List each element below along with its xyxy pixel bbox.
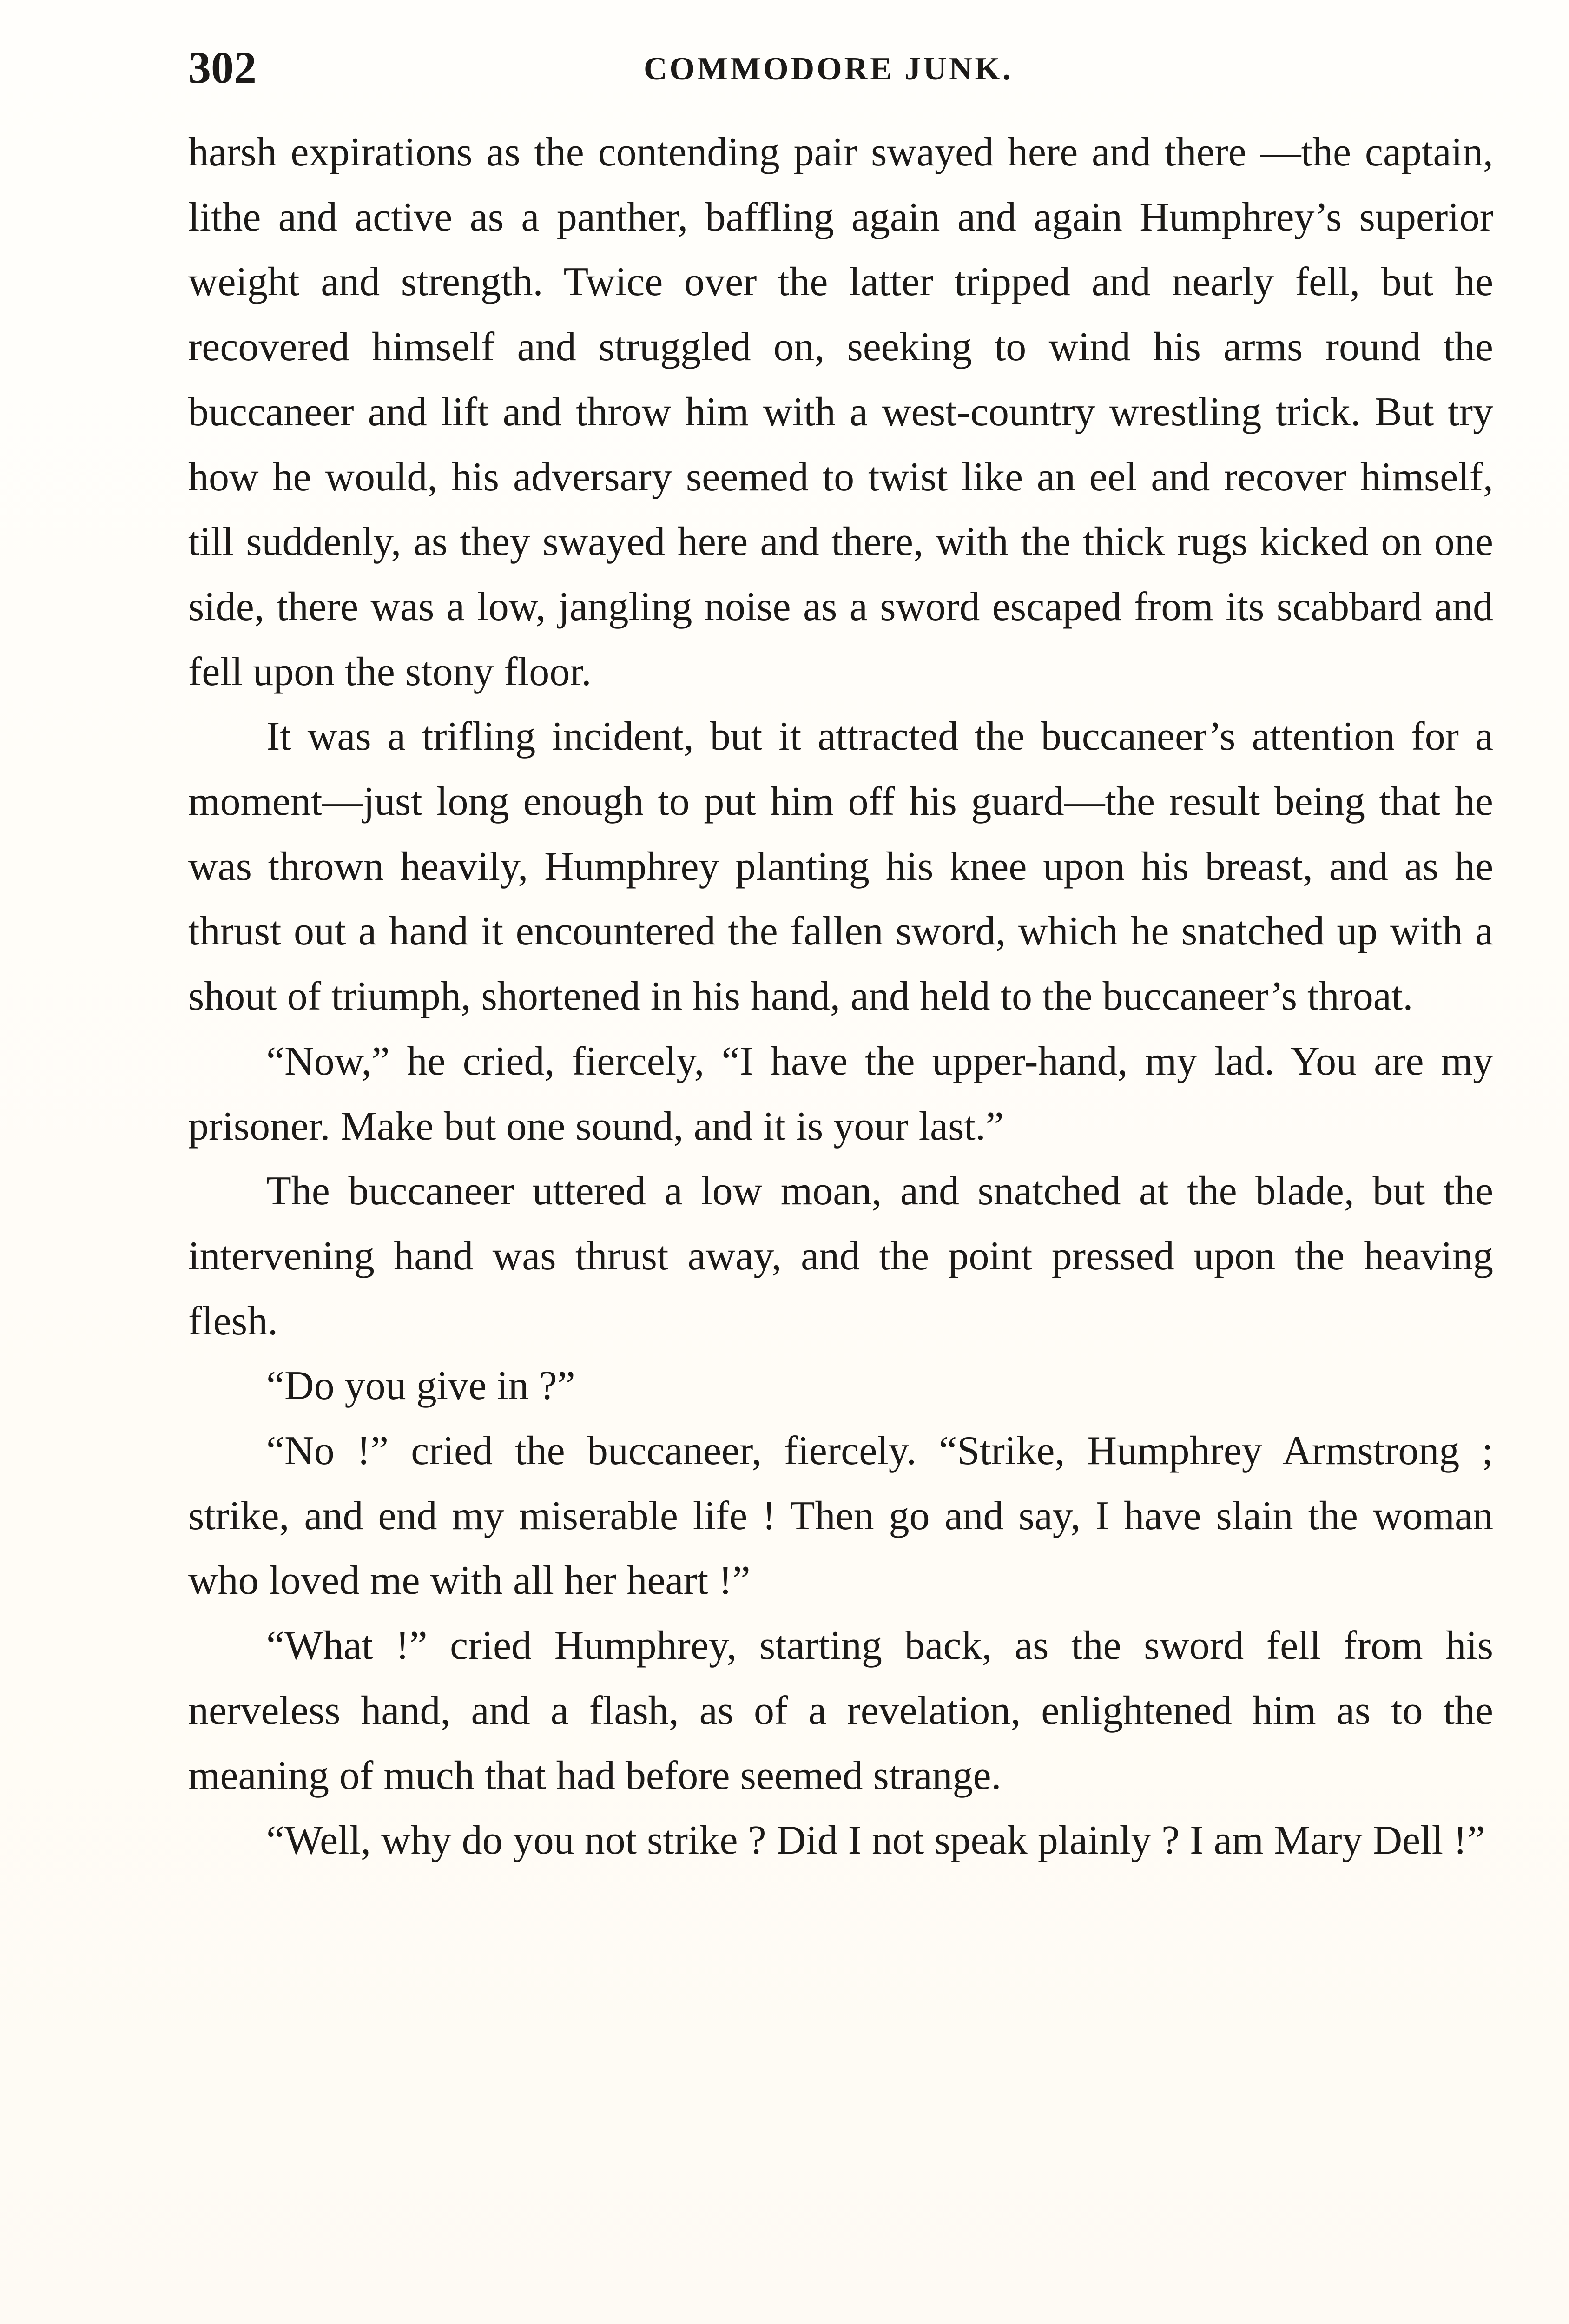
paragraph-5: “Do you give in ?” bbox=[266, 1363, 575, 1409]
running-title: COMMODORE JUNK. bbox=[644, 51, 1013, 87]
paragraph-1: harsh expirations as the contending pair swayed here and there —the captain, lithe and active as a panther, baffling again and again Humphrey’s superior weight and strength. Twice over the latter tripped and nearly fell, but he recovered himself and struggled on, seeking to wind his arms round the buccaneer and lift and throw him with a west-country wrestling trick. But try how he would, his adversary seemed to twist like an eel and recover himself, till suddenly, as they swayed here and there, with the thick rugs kicked on one side, there was a low, jangling noise as a sword escaped from its scabbard and fell upon the stony floor. bbox=[188, 130, 1493, 694]
page-number: 302 bbox=[188, 43, 257, 93]
body-text bbox=[188, 120, 1493, 1873]
running-head bbox=[188, 40, 1513, 96]
paragraph-3: “Now,” he cried, fiercely, “I have the upper-hand, my lad. You are my prisoner. Make but one sound, and it is your last.” bbox=[188, 1038, 1493, 1149]
paragraph-7: “What !” cried Humphrey, starting back, as the sword fell from his nerveless hand, and a flash, as of a revelation, enlightened him as to the meaning of much that had before seemed strange. bbox=[188, 1623, 1493, 1798]
paragraph-6: “No !” cried the buccaneer, fiercely. “Strike, Humphrey Armstrong ; strike, and end my miserable life ! Then go and say, I have slain the woman who loved me with all her heart !” bbox=[188, 1428, 1493, 1604]
paragraph-8: “Well, why do you not strike ? Did I not speak plainly ? I am Mary Dell !” bbox=[266, 1818, 1485, 1863]
paragraph-2: It was a trifling incident, but it attracted the buccaneer’s attention for a moment—just long enough to put him off his guard—the result being that he was thrown heavily, Humphrey planting his knee upon his breast, and as he thrust out a hand it encountered the fallen sword, which he snatched up with a shout of triumph, shortened in his hand, and held to the buccaneer’s throat. bbox=[188, 714, 1493, 1019]
paragraph-4: The buccaneer uttered a low moan, and snatched at the blade, but the intervening hand was thrust away, and the point pressed upon the heaving flesh. bbox=[188, 1169, 1493, 1344]
